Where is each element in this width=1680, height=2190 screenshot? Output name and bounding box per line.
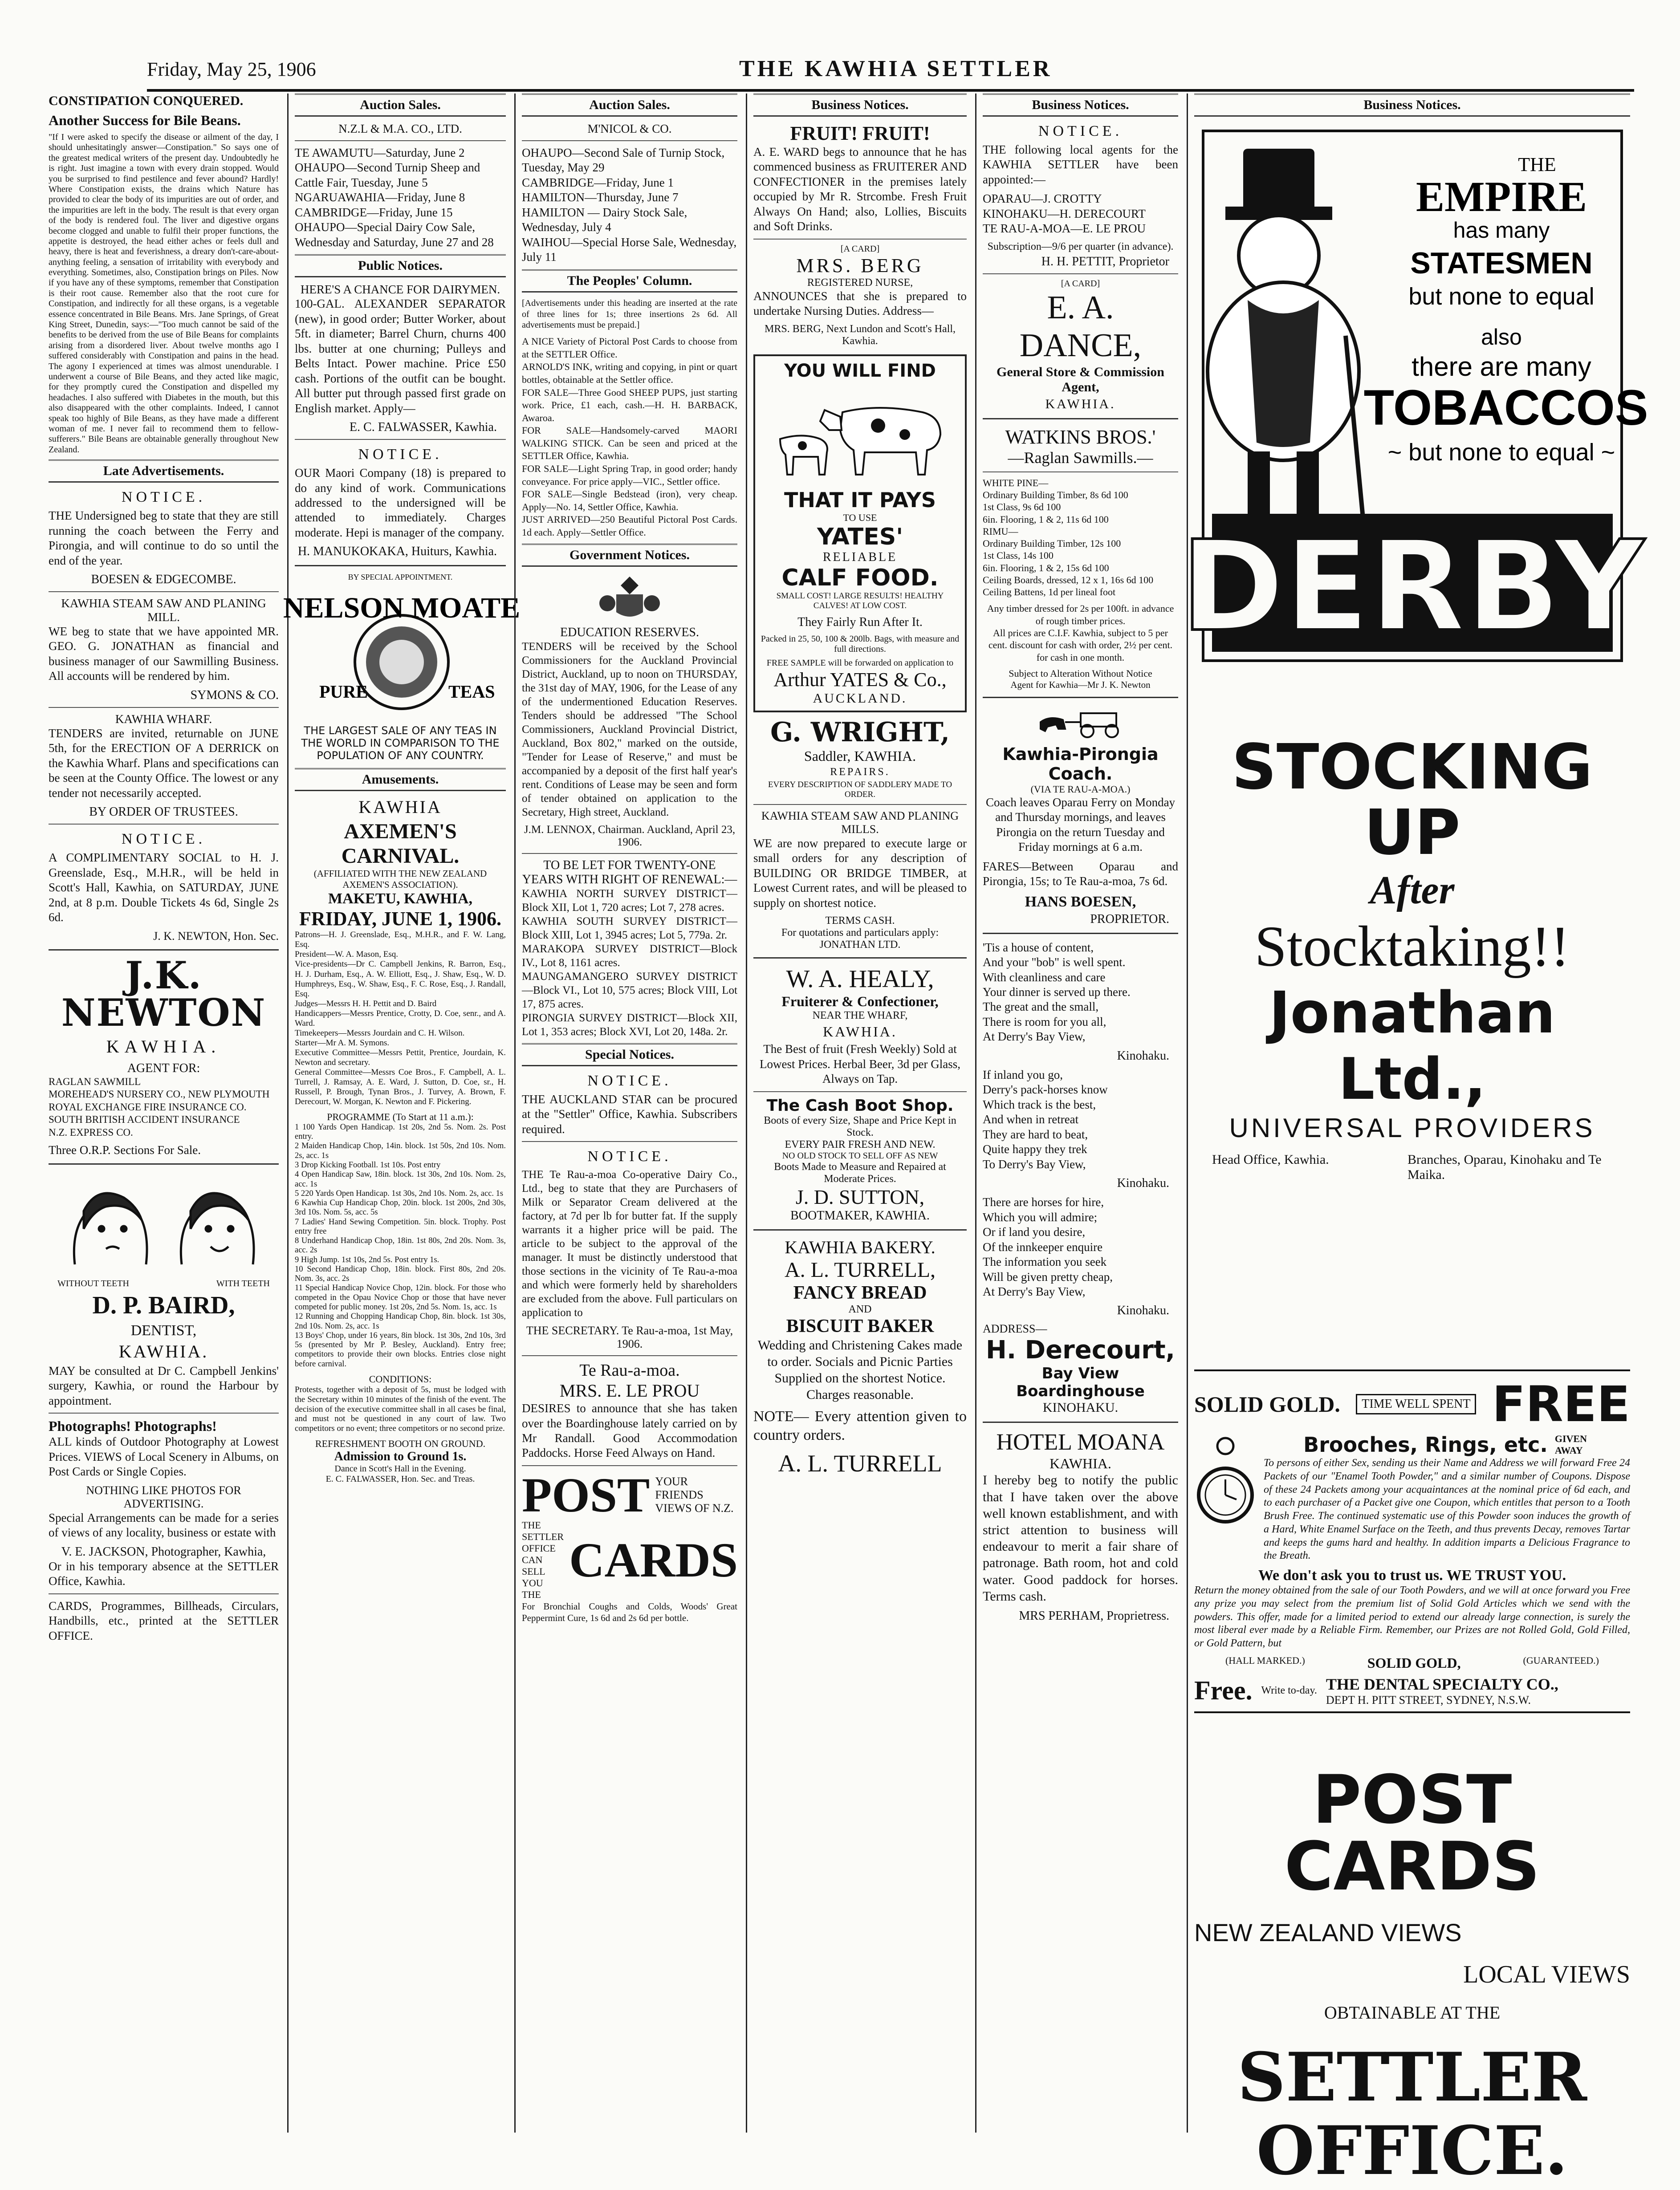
solid-gold-2: SOLID GOLD, bbox=[1367, 1654, 1461, 1671]
branches: Branches, Oparau, Kinohaku and Te Maika. bbox=[1407, 1152, 1602, 1182]
coach-notice-signature: BOESEN & EDGECOMBE. bbox=[91, 572, 236, 586]
bakery-body: Wedding and Christening Cakes made to order. Socials and Picnic Parties Supplied on the shortest Notice. Charges reasonable. bbox=[757, 1337, 963, 1402]
column-6 bbox=[1180, 93, 1648, 2190]
boesen-title: PROPRIETOR. bbox=[1090, 912, 1169, 926]
bay-view-poem-1: 'Tis a house of content, And your "bob" is well spent. With cleanliness and care Your dinner is served up there. The great and the small, There is room for you all, At Derry's Bay View, bbox=[983, 940, 1131, 1044]
mills-body: WE are now prepared to execute large or small orders for any description of BUILDING OR BRIDGE TIMBER, at Lowest Current rates, and will be pleased to supply on shortest notice. bbox=[753, 836, 967, 910]
address-label: ADDRESS— bbox=[983, 1322, 1047, 1336]
nelson-tagline: THE LARGEST SALE OF ANY TEAS IN THE WORLD IN COMPARISON TO THE POPULATION OF ANY COUNTRY. bbox=[301, 724, 500, 762]
local-views: LOCAL VIEWS bbox=[1463, 1960, 1630, 1988]
and-word: AND bbox=[848, 1303, 872, 1315]
government-notices-heading: Government Notices. bbox=[522, 544, 737, 567]
column-5 bbox=[975, 93, 1184, 2133]
bakery-heading: KAWHIA BAKERY. bbox=[785, 1237, 936, 1257]
notice-heading: NOTICE. bbox=[587, 1072, 672, 1089]
dentist-name: D. P. BAIRD, bbox=[92, 1292, 235, 1320]
yates-name: YATES' bbox=[817, 523, 903, 550]
programme-list: 1 100 Yards Open Handicap. 1st 20s, 2nd 5s. Nom. 2s. Post entry. 2 Maiden Handicap Chop, 14in. block. 1st 50s, 2nd 10s. Nom. 2s, acc. 1s 3 Drop Kicking Football. 1st 10s. Post entry 4 Open Handicap Saw, 18in. block. 1st 30s, 2nd 10s. Nom. 2s, acc. 1s 5 220 Yards Open Handicap. 1st 30s, 2nd 10s. Nom. 2s, acc. 1s 6 Kawhia Cup Handicap Chop, 20in. block. 1st 200s, 2nd 30s, 3rd 10s. Nom. 5s, acc. 5s 7 Ladies' Hand Sewing Competition. 5in. block. Trophy. Post entry free 8 Underhand Handicap Chop, 18in. 1st 80s, 2nd 20s. Nom. 3s, acc. 2s 9 High Jump. 1st 10s, 2nd 5s. Post entry 1s. 10 Second Handicap Chop, 18in. block. First 80s, 2nd 20s. Nom. 3s, acc. 2s 11 Special Handicap Novice Chop, 12in. block. For those who competed in the Opau Novice Chop or those that have never competed for public money. 1st 20s, 2nd 5s. Nom. 1s, acc. 1s 12 Running and Chopping Handicap Chop, 8in. block. 1st 30s, 2nd 10s. Nom. 2s, acc. 1s 13 Boys' Chop, under 16 years, 8in block. 1st 30s, 2nd 10s, 3rd 5s (presented by Mr P. Besley, Auckland). Entry free; competitors to provide their own blocks. Entries close night before carnival. bbox=[295, 1122, 506, 1369]
post-cards-heading: POST CARDS bbox=[1284, 1761, 1540, 1906]
boesen-name: HANS BOESEN, bbox=[1025, 893, 1136, 910]
derecourt-name: H. Derecourt, bbox=[986, 1336, 1175, 1365]
photo-slogan: NOTHING LIKE PHOTOS FOR ADVERTISING. bbox=[86, 1483, 241, 1510]
hotel-body: I hereby beg to notify the public that I have taken over the above well known establishment, and with strict attention to business will endeavour to merit a fair share of patronage. Bath room, hot and cold water. Good paddock for horses. Terms cash. bbox=[983, 1473, 1178, 1604]
le-prou-body: DESIRES to announce that she has taken over the Boardinghouse lately carried on by Mr Randall. Good Accommodation Paddocks. Horse Feed Always on Hand. bbox=[522, 1402, 737, 1460]
kinohaku-town: KINOHAKU. bbox=[1042, 1400, 1119, 1415]
derby-advert-artwork bbox=[1180, 122, 1648, 670]
healy-near: NEAR THE WHARF, bbox=[812, 1010, 908, 1022]
business-heading: Business Notices. bbox=[983, 93, 1178, 117]
dance-trade: General Store & Commission Agent, bbox=[997, 364, 1164, 394]
dance-signature: E. C. FALWASSER, Hon. Sec. and Treas. bbox=[325, 1474, 475, 1484]
photo-signature: V. E. JACKSON, Photographer, Kawhia, bbox=[61, 1544, 266, 1559]
stocking-word: STOCKING bbox=[1232, 731, 1593, 804]
healy-town: KAWHIA. bbox=[823, 1024, 897, 1040]
yates-town: AUCKLAND. bbox=[813, 691, 907, 706]
conditions-heading: CONDITIONS: bbox=[369, 1373, 432, 1385]
coop-notice-heading: NOTICE. bbox=[587, 1148, 672, 1165]
newton-town: KAWHIA. bbox=[106, 1036, 221, 1056]
yates-cost: SMALL COST! LARGE RESULTS! HEALTHY CALVES! AT LOW COST. bbox=[776, 591, 944, 610]
admission: Admission to Ground 1s. bbox=[334, 1450, 467, 1464]
wharf-body: TENDERS are invited, returnable on JUNE 5th, for the ERECTION OF A DERRICK on the Kawhia Wharf. Plans and specifications can be seen at the County Office. The lowest or any tender not necessarily accepted. bbox=[49, 726, 279, 800]
social-signature: J. K. NEWTON, Hon. Sec. bbox=[153, 929, 279, 943]
derby-none1-text: but none to equal bbox=[1408, 283, 1595, 310]
yates-use: TO USE bbox=[843, 512, 877, 523]
boot-shop-heading: The Cash Boot Shop. bbox=[766, 1096, 954, 1115]
cough-remedy: For Bronchial Coughs and Colds, Woods' Great Peppermint Cure, 1s 6d and 2s 6d per bottle. bbox=[522, 1601, 737, 1623]
newton-name: J.K. NEWTON bbox=[61, 953, 266, 1035]
derby-none2-text: ~ but none to equal ~ bbox=[1387, 439, 1615, 466]
column-4 bbox=[746, 93, 973, 2133]
peoples-column-heading: The Peoples' Column. bbox=[522, 269, 737, 293]
coach-body: Coach leaves Oparau Ferry on Monday and Thursday mornings, and leaves Pirongia on the return Tuesday and Friday mornings at 6 a.m. bbox=[985, 795, 1176, 854]
auction-company: N.Z.L & M.A. CO., LTD. bbox=[338, 122, 462, 135]
yates-find: YOU WILL FIND bbox=[784, 360, 936, 381]
coach-heading: Kawhia-Pirongia Coach. bbox=[1002, 744, 1159, 784]
wright-name: G. WRIGHT, bbox=[770, 716, 950, 748]
column-1 bbox=[42, 93, 285, 2133]
tooth-powder-terms: Return the money obtained from the sale of our Tooth Powders, and we will at once forward you Free any prize you may select from the premium list of Solid Gold Articles which we send with the powders. This offer, made for a limited period to extend our already large connection, is surely the most liberal ever made by a Reliable Firm. Remember, our Prizes are not Rolled Gold, Gold Filled, or Gold Pattern, but bbox=[1194, 1585, 1630, 1649]
photo-heading: Photographs! Photographs! bbox=[49, 1418, 217, 1434]
mills-apply: For quotations and particulars apply: JONATHAN LTD. bbox=[781, 927, 939, 951]
repairs-body: EVERY DESCRIPTION OF SADDLERY MADE TO ORDER. bbox=[768, 780, 952, 799]
lease-list: KAWHIA NORTH SURVEY DISTRICT—Block XII, Lot 1, 720 acres; Lot 7, 278 acres. KAWHIA SOUTH SURVEY DISTRICT—Block XIII, Lot 1, 3945 acres; Lot 5, 779a. 2r. MARAKOPA SURVEY DISTRICT—Block IV., Lot 8, 1161 acres. MAUNGAMANGERO SURVEY DISTRICT—Block VI., Lot 10, 575 acres; Block VIII, Lot 17, 875 acres. PIRONGIA SURVEY DISTRICT—Block XII, Lot 1, 353 acres; Block XVI, Lot 20, 148a. 2r. bbox=[522, 887, 737, 1038]
boot-shop-body: Boots of every Size, Shape and Price Kept in Stock. bbox=[764, 1114, 956, 1138]
coop-notice-signature: THE SECRETARY. Te Rau-a-moa, 1st May, 1906. bbox=[526, 1324, 733, 1351]
derby-statesmen-text: STATESMEN bbox=[1410, 246, 1593, 280]
subscription: Subscription—9/6 per quarter (in advance). bbox=[987, 240, 1174, 252]
subscription-signature: H. H. PETTIT, Proprietor bbox=[1041, 254, 1169, 268]
yates-pays: THAT IT PAYS bbox=[784, 488, 936, 512]
special-notices-heading: Special Notices. bbox=[522, 1043, 737, 1066]
nelson-appointment: BY SPECIAL APPOINTMENT. bbox=[348, 573, 453, 582]
article-subtitle: Another Success for Bile Beans. bbox=[49, 112, 241, 128]
carnival-officials: Patrons—H. J. Greenslade, Esq., M.H.R., and F. W. Lang, Esq. President—W. A. Mason, Esq. Vice-presidents—Dr C. Campbell Jenkins, R. Barron, Esq., H. J. Durham, Esq., A. W. Elliott, Esq., J. Shaw, Esq., W. D. Humphreys, Esq., W. Shaw, Esq., F. C. Rose, Esq., J. Randall, Esq. Judges—Messrs H. H. Pettit and D. Baird Handicappers—Messrs Prentice, Crotty, D. Coe, senr., and A. Ward. Timekeepers—Messrs Jourdain and C. H. Wilson. Starter—Mr A. M. Symons. Executive Committee—Messrs Pettit, Prentice, Jourdain, K. Newton and secretary. General Committee—Messrs Coe Bros., F. Campbell, A. L. Turrell, J. Ramsay, A. E. Ward, J. Sutton, D. Coe, sr., H. Russell, P. Brough, Tynan Bros., J. Turvey, A. Brown, F. Derecourt, W. Morgan, K. Newton and F. Pickering. bbox=[295, 930, 506, 1106]
turrell-name: A. L. TURRELL, bbox=[784, 1258, 936, 1282]
jonathan-name: Jonathan Ltd., bbox=[1269, 980, 1555, 1113]
biscuit-baker: BISCUIT BAKER bbox=[786, 1316, 934, 1337]
public-notices-heading: Public Notices. bbox=[295, 254, 506, 277]
refreshment-booth: REFRESHMENT BOOTH ON GROUND. bbox=[315, 1438, 486, 1450]
chance-signature: E. C. FALWASSER, Kawhia. bbox=[349, 420, 497, 435]
poem-3-place: Kinohaku. bbox=[1117, 1304, 1169, 1318]
yates-advert bbox=[753, 354, 967, 712]
peoples-column-items: A NICE Variety of Pictoral Post Cards to choose from at the SETTLER Office. ARNOLD'S INK, writing and copying, in pint or quart bottles, obtainable at the Settler office. FOR SALE—Three Good SHEEP PUPS, just starting work. Price, £1 each, cash.—H. H. BARBACK, Awaroa. FOR SALE—Handsomely-carved MAORI WALKING STICK. Can be seen and priced at the SETTLER Office, Kawhia. FOR SALE—Light Spring Trap, in good order; handy conveyance. For price apply—VIC., Settler office. FOR SALE—Single Bedstead (iron), very cheap. Apply—No. 14, Settler Office, Kawhia. JUST ARRIVED—250 Beautiful Pictoral Post Cards. 1d each. Apply—Settler Office. bbox=[522, 336, 737, 538]
time-well-spent: TIME WELL SPENT bbox=[1356, 1394, 1476, 1414]
masthead bbox=[147, 53, 1634, 92]
given-away: GIVEN AWAY bbox=[1554, 1433, 1587, 1456]
newton-sale: Three O.R.P. Sections For Sale. bbox=[49, 1143, 201, 1157]
coop-notice-body: THE Te Rau-a-moa Co-operative Dairy Co., Ltd., beg to state that they are Purchasers of Milk or Separator Cream delivered at the factory, at 7d per lb for butter fat. If the supply warrants it a higher price will be paid. The article to be subject to the approval of the manager. It must be distinctly understood that those sections in the vicinity of Te Rau-a-moa and which were formerly held by shareholders are excluded from the above. Full particulars on application to bbox=[522, 1169, 737, 1319]
education-reserves-heading: EDUCATION RESERVES. bbox=[560, 625, 699, 639]
le-prou-name: MRS. E. LE PROU bbox=[559, 1381, 700, 1401]
coach-fares: FARES—Between Oparau and Pirongia, 15s; to Te Rau-a-moa, 7s 6d. bbox=[983, 859, 1178, 888]
settler-office-heading: SETTLER OFFICE. bbox=[1237, 2038, 1587, 2190]
boot-measure: Boots Made to Measure and Repaired at Moderate Prices. bbox=[774, 1161, 946, 1185]
bay-view-poem-2: If inland you go, Derry's pack-horses know Which track is the best, And when in retreat They are hard to beat, Quite happy they trek To Derry's Bay View, bbox=[983, 1068, 1108, 1171]
newton-agent-label: AGENT FOR: bbox=[127, 1061, 200, 1075]
after-word: After bbox=[1370, 868, 1455, 912]
derby-tobacco-advert bbox=[1180, 122, 1648, 670]
agents-body: THE following local agents for the KAWHIA SETTLER have been appointed:— bbox=[983, 143, 1178, 186]
auction-list: TE AWAMUTU—Saturday, June 2 OHAUPO—Second Turnip Sheep and Cattle Fair, Tuesday, June 5 NGARUAWAHIA—Friday, June 8 CAMBRIDGE—Friday, June 15 OHAUPO—Special Dairy Cow Sale, Wednesday and Saturday, June 27 and 28 bbox=[295, 146, 494, 249]
nelson-moate-logo bbox=[283, 586, 521, 720]
dentist-body: MAY be consulted at Dr C. Campbell Jenkins' surgery, Kawhia, or round the Harbour by appointment. bbox=[49, 1364, 279, 1407]
bakery-note: NOTE— Every attention given to country orders. bbox=[753, 1408, 967, 1444]
turrell-signature: A. L. TURRELL bbox=[778, 1450, 942, 1477]
dentist-faces-illustration bbox=[57, 1171, 271, 1278]
auckland-star-notice: THE AUCKLAND STAR can be procured at the "Settler" Office, Kawhia. Subscribers required. bbox=[522, 1092, 737, 1136]
dance-name: E. A. DANCE, bbox=[1019, 289, 1142, 364]
amusements-heading: Amusements. bbox=[295, 768, 506, 791]
boot-old-stock: NO OLD STOCK TO SELL OFF AS NEW bbox=[782, 1150, 938, 1161]
carnival-town: KAWHIA bbox=[358, 797, 442, 817]
column-3 bbox=[514, 93, 744, 2133]
coach-route: (VIA TE RAU-A-MOA.) bbox=[1030, 783, 1131, 795]
photo-body: ALL kinds of Outdoor Photography at Lowest Prices. VIEWS of Local Scenery in Albums, on Post Cards or Single Copies. bbox=[49, 1435, 279, 1479]
berg-name: MRS. BERG bbox=[796, 254, 924, 276]
watch-icon bbox=[1194, 1433, 1257, 1540]
social-body: A COMPLIMENTARY SOCIAL to H. J. Greenslade, Esq., M.H.R., will be held in Scott's Hall, Kawhia, on SATURDAY, JUNE 2nd, at 8 p.m. Double Tickets 4s 6d, Single 2s 6d. bbox=[49, 851, 279, 924]
free-label: Free. bbox=[1194, 1676, 1253, 1706]
free-big: FREE bbox=[1492, 1376, 1630, 1433]
conditions-body: Protests, together with a deposit of 5s, must be lodged with the Secretary within 10 minutes of the finish of the event. The decision of the executive committee shall in all cases be final, and must not be questioned in any court of law. Two competitors or no event; three competitors or no second prize. bbox=[295, 1385, 506, 1434]
hotel-name: HOTEL MOANA bbox=[996, 1430, 1165, 1455]
watkins-name: WATKINS BROS.' bbox=[1005, 426, 1156, 448]
yates-reliable: RELIABLE bbox=[822, 550, 898, 564]
trust-line: We don't ask you to trust us. WE TRUST YOU. bbox=[1258, 1567, 1566, 1584]
derby-brand-text: DERBY bbox=[1180, 514, 1644, 659]
card-tag: [A CARD] bbox=[1061, 278, 1100, 288]
steam-mill-signature: SYMONS & CO. bbox=[190, 688, 279, 702]
wharf-signature: BY ORDER OF TRUSTEES. bbox=[89, 805, 238, 819]
maori-company-signature: H. MANUKOKAKA, Huiturs, Kawhia. bbox=[297, 544, 497, 559]
post-word: POST bbox=[522, 1467, 650, 1522]
dance-notice: Dance in Scott's Hall in the Evening. bbox=[334, 1464, 466, 1474]
watkins-sub: —Raglan Sawmills.— bbox=[1008, 448, 1153, 467]
dental-address: DEPT H. PITT STREET, SYDNEY, N.S.W. bbox=[1326, 1693, 1531, 1706]
solid-gold-title: SOLID GOLD. bbox=[1194, 1392, 1340, 1417]
without-teeth-caption: WITHOUT TEETH bbox=[57, 1279, 129, 1289]
derby-also-text: also bbox=[1481, 325, 1522, 349]
dance-town: KAWHIA. bbox=[1045, 396, 1116, 411]
yates-company: Arthur YATES & Co., bbox=[773, 668, 947, 691]
dental-company: THE DENTAL SPECIALTY CO., bbox=[1326, 1675, 1558, 1693]
healy-name: W. A. HEALY, bbox=[786, 965, 934, 993]
article-title: CONSTIPATION CONQUERED. bbox=[49, 93, 244, 108]
newton-agencies: RAGLAN SAWMILL MOREHEAD'S NURSERY CO., NEW PLYMOUTH ROYAL EXCHANGE FIRE INSURANCE CO. SOUTH BRITISH ACCIDENT INSURANCE N.Z. EXPRESS CO. bbox=[49, 1076, 270, 1138]
steam-mill-body: WE beg to state that we have appointed MR. GEO. G. JONATHAN as financial and business manager of our Sawmilling Business. All accounts will be rendered by him. bbox=[49, 624, 279, 683]
stocktaking-word: Stocktaking!! bbox=[1254, 914, 1570, 979]
bile-beans-article: "If I were asked to specify the disease or ailment of the day, I should unhesitatingly answer—Constipation." So says one of the greatest medical writers of the present day. Undoubtedly he is right. Just imagine a town with every drain stopped. Would you be surprised to find pestilence and fever abound? Hardly! Where Constipation exists, the drains which Nature has provided to clear the body of its impurities are out of order, and the impurities are left in the body. The result is that every organ of the body is rendered foul. The liver and digestive organs become clogged and unable to fulfil their proper functions, the appetite is destroyed, the head either aches or feels dull and heavy, there is heat and feverishness, a dreary don't-care-about-anything feeling, a sensation of irritability with everybody and everything. Sometimes, also, Constipation brings on Piles. Now if you have any of these symptoms, remember that Constipation is their root cause. Remember also that the root cure for Constipation, and indirectly for all these organs, is a vegetable essence concentrated in Bile Beans. Mrs. Jane Springs, of Great King Street, Dunedin, says:—"Too much cannot be said of the benefits to be derived from the use of Bile Beans for complaints arising from a disordered liver. About twelve months ago I suffered considerably with Constipation and pains in the head. The agony I experienced at times was almost unendurable. I underwent a course of Bile Beans, and they acted like magic, for they promptly cured the Constipation and dispelled my headaches. I also suffered with Diabetes in the mouth, but this also disappeared with the other complaints. Indeed, I cannot speak too highly of Bile Beans, as they have made a different woman of me. I never fail to recommend them to fellow-sufferers." Bile Beans are obtainable generally throughout New Zealand. bbox=[49, 132, 279, 455]
timber-prices: WHITE PINE— Ordinary Building Timber, 8s 6d 100 1st Class, 9s 6d 100 6in. Flooring, 1 & 2, 11s 6d 100 RIMU— Ordinary Building Timber, 12s 100 1st Class, 14s 100 6in. Flooring, 1 & 2, 15s 6d 100 Ceiling Boards, dressed, 12 x 1, 16s 6d 100 Ceiling Battens, 1d per lineal foot bbox=[983, 477, 1154, 598]
business-heading: Business Notices. bbox=[1194, 93, 1630, 117]
carnival-venue: MAKETU, KAWHIA, bbox=[328, 890, 472, 907]
nelson-brand-text: NELSON MOATE bbox=[283, 592, 521, 625]
sutton-name: J. D. SUTTON, bbox=[795, 1185, 925, 1208]
write-today: Write to-day. bbox=[1261, 1685, 1317, 1697]
yates-run: They Fairly Run After It. bbox=[797, 615, 923, 629]
berg-body: ANNOUNCES that she is prepared to undertake Nursing Duties. Address— bbox=[753, 289, 967, 318]
tooth-powder-offer: To persons of either Sex, sending us their Name and Address we will forward Free 24 Packets of our "Enamel Tooth Powder," and a similar number of Coupons. Dispose of these 24 Packets among your acquaintances at the nominal price of 6d each, and to each purchaser of a Packet give one Coupon, which entitles that person to a Tooth Brush Free. The continued systematic use of this Powder soon induces the growth of a Hard, White Enamel Surface on the Teeth, and thus prevents Decay, removes Tartar and keeps the gums hard and healthy. In addition imparts a Delicious Fragrance to the Breath. bbox=[1264, 1457, 1630, 1562]
cows-illustration bbox=[762, 386, 958, 484]
derby-empire-text: EMPIRE bbox=[1416, 173, 1587, 220]
hall-marked: (HALL MARKED.) bbox=[1225, 1654, 1305, 1666]
up-word: UP bbox=[1364, 796, 1460, 869]
nz-views: NEW ZEALAND VIEWS bbox=[1194, 1918, 1462, 1946]
fruit-body: A. E. WARD begs to announce that he has commenced business as FRUITERER AND CONFECTIONER in the premises lately occupied by Mr R. Strcombe. Fresh Fruit Always On Hand; also, Lollies, Biscuits and Soft Drinks. bbox=[753, 145, 967, 233]
auction-company: M'NICOL & CO. bbox=[587, 122, 672, 135]
cards-word: CARDS bbox=[569, 1532, 738, 1587]
photo-body-2: Special Arrangements can be made for a series of views of any locality, business or estate with bbox=[49, 1511, 279, 1540]
mills-heading: KAWHIA STEAM SAW AND PLANING MILLS. bbox=[761, 809, 959, 836]
hotel-signature: MRS PERHAM, Proprietress. bbox=[1019, 1609, 1169, 1623]
with-teeth-caption: WITH TEETH bbox=[216, 1279, 270, 1289]
late-ads-heading: Late Advertisements. bbox=[49, 459, 279, 483]
social-heading: NOTICE. bbox=[121, 831, 206, 848]
agents-list: OPARAU—J. CROTTY KINOHAKU—H. DERECOURT TE RAU-A-MOA—E. LE PROU bbox=[983, 192, 1146, 236]
coach-illustration bbox=[1032, 704, 1130, 740]
nelson-pure-text: PURE bbox=[319, 682, 368, 702]
business-heading: Business Notices. bbox=[753, 93, 967, 117]
royal-arms-icon bbox=[594, 572, 665, 621]
repairs-heading: REPAIRS. bbox=[830, 766, 890, 778]
notice-heading: NOTICE. bbox=[121, 489, 206, 506]
derby-has-text: has many bbox=[1453, 218, 1550, 243]
subject-to-alteration: Subject to Alteration Without Notice bbox=[1009, 667, 1152, 679]
yates-packing: Packed in 25, 50, 100 & 200lb. Bags, with measure and full directions. bbox=[761, 634, 960, 654]
boot-fresh: EVERY PAIR FRESH AND NEW. bbox=[785, 1138, 936, 1150]
education-reserves-signature: J.M. LENNOX, Chairman. Auckland, April 23, 1906. bbox=[524, 823, 736, 848]
auction-heading: Auction Sales. bbox=[522, 93, 737, 117]
lease-heading: TO BE LET FOR TWENTY-ONE YEARS WITH RIGHT OF RENEWAL:— bbox=[522, 858, 737, 886]
photo-tail: Or in his temporary absence at the SETTLER Office, Kawhia. bbox=[49, 1559, 279, 1588]
yates-free-sample: FREE SAMPLE will be forwarded on application to bbox=[766, 658, 954, 668]
carnival-affiliation: (AFFILIATED WITH THE NEW ZEALAND AXEMEN'S ASSOCIATION). bbox=[313, 868, 487, 890]
column-2 bbox=[283, 93, 521, 2133]
issue-date: Friday, May 25, 1906 bbox=[147, 58, 316, 80]
timber-agent: Agent for Kawhia—Mr J. K. Newton bbox=[1010, 679, 1151, 690]
terms-cash: TERMS CASH. bbox=[825, 915, 895, 927]
bay-view-boardinghouse: Bay View Boardinghouse bbox=[1016, 1365, 1145, 1401]
sutton-trade: BOOTMAKER, KAWHIA. bbox=[790, 1208, 930, 1223]
maori-company-body: OUR Maori Company (18) is prepared to do any kind of work. Communications addressed to the undersigned will be attended to immediately. Charges moderate. Hepi is manager of the company. bbox=[295, 466, 506, 539]
derby-the-text: THE bbox=[1518, 154, 1556, 175]
nelson-teas-text: TEAS bbox=[448, 682, 495, 702]
yates-product: CALF FOOD. bbox=[781, 564, 939, 591]
poem-2-place: Kinohaku. bbox=[1117, 1176, 1169, 1190]
programme-heading: PROGRAMME (To Start at 11 a.m.): bbox=[327, 1111, 474, 1122]
education-reserves-body: TENDERS will be received by the School Commissioners for the Auckland Provincial District, Auckland, up to noon on THURSDAY, the 31st day of MAY, 1906, for the Lease of any of the undermentioned Education Reserves. Tenders should be addressed "The School Commissioners, Auckland Provincial District, Auckland, Box 802," marked on the outside, "Tender for Lease of Reserve," and must be accompanied by a deposit of the first half year's rent. Conditions of Lease may be seen and form of tender obtained on application to the Secretary, High street, Auckland. bbox=[522, 640, 737, 818]
obtainable-at: OBTAINABLE AT THE bbox=[1324, 2002, 1501, 2023]
derby-many-text: there are many bbox=[1412, 352, 1591, 382]
dentist-town: KAWHIA. bbox=[118, 1341, 209, 1361]
notice-heading: NOTICE. bbox=[358, 446, 443, 463]
solid-gold-advert bbox=[1194, 1369, 1630, 1713]
derby-tobaccos-text: TOBACCOS bbox=[1363, 380, 1648, 435]
fancy-bread: FANCY BREAD bbox=[793, 1282, 927, 1303]
head-office: Head Office, Kawhia. bbox=[1212, 1152, 1329, 1167]
chance-body: 100-GAL. ALEXANDER SEPARATOR (new), in good order; Butter Worker, about 5ft. in diameter; Barrel Churn, churns 400 lbs. butter at one churning; Pulleys and Belts Intact. Power machine. Price £50 cash. Portions of the outfit can be bought. All butter put through passed first grade on English market. Apply— bbox=[295, 297, 506, 415]
brooches-heading: Brooches, Rings, etc. bbox=[1303, 1433, 1548, 1457]
guaranteed: (GUARANTEED.) bbox=[1523, 1654, 1599, 1666]
notice-heading: NOTICE. bbox=[1038, 123, 1123, 139]
berg-title: REGISTERED NURSE, bbox=[807, 276, 913, 288]
dentist-title: DENTIST, bbox=[130, 1322, 197, 1339]
auction-list: OHAUPO—Second Sale of Turnip Stock, Tuesday, May 29 CAMBRIDGE—Friday, June 1 HAMILTON—Thursday, June 7 HAMILTON — Dairy Stock Sale, Wednesday, July 4 WAIHOU—Special Horse Sale, Wednesday, July 11 bbox=[522, 146, 737, 264]
carnival-title: AXEMEN'S CARNIVAL. bbox=[341, 820, 460, 868]
healy-trade: Fruiterer & Confectioner, bbox=[781, 993, 939, 1010]
chance-heading: HERE'S A CHANCE FOR DAIRYMEN. bbox=[300, 283, 500, 297]
coach-notice: THE Undersigned beg to state that they are still running the coach between the Ferry and Pirongia, and will continue to do so until the end of the year. bbox=[49, 509, 279, 567]
fruit-heading: FRUIT! FRUIT! bbox=[790, 122, 930, 144]
newspaper-title: THE KAWHIA SETTLER bbox=[739, 56, 1053, 81]
auction-heading: Auction Sales. bbox=[295, 93, 506, 117]
wharf-heading: KAWHIA WHARF. bbox=[115, 712, 212, 726]
printing-notice: CARDS, Programmes, Billheads, Circulars, Handbills, etc., printed at the SETTLER OFFICE. bbox=[49, 1599, 279, 1642]
wright-trade: Saddler, KAWHIA. bbox=[804, 748, 916, 764]
berg-signature: MRS. BERG, Next Lundon and Scott's Hall, Kawhia. bbox=[765, 323, 956, 347]
card-tag: [A CARD] bbox=[840, 244, 880, 254]
poem-1-place: Kinohaku. bbox=[1117, 1048, 1169, 1063]
peoples-column-note: [Advertisements under this heading are inserted at the rate of three lines for 1s; three insertions 2s 6d. All advertisements must be prepaid.] bbox=[522, 298, 737, 330]
views-caption: YOUR FRIENDS VIEWS OF N.Z. bbox=[655, 1475, 734, 1515]
bay-view-poem-3: There are horses for hire, Which you will admire; Or if land you desire, Of the innkeeper enquire The information you seek Will be given pretty cheap, At Derry's Bay View, bbox=[983, 1195, 1113, 1298]
hotel-town: KAWHIA. bbox=[1049, 1455, 1111, 1472]
steam-mill-heading: KAWHIA STEAM SAW AND PLANING MILL. bbox=[61, 596, 266, 624]
universal-providers: UNIVERSAL PROVIDERS bbox=[1229, 1113, 1595, 1143]
healy-body: The Best of fruit (Fresh Weekly) Sold at Lowest Prices. Herbal Beer, 3d per Glass, Always on Tap. bbox=[759, 1042, 961, 1086]
timber-note: Any timber dressed for 2s per 100ft. in advance of rough timber prices. All prices are C.I.F. Kawhia, subject to 5 per cent. discount for cash with order, 2½ per cent. for cash in one month. bbox=[987, 603, 1174, 663]
carnival-date: FRIDAY, JUNE 1, 1906. bbox=[299, 908, 501, 930]
settler-sell-caption: THE SETTLER OFFICE CAN SELL YOU THE bbox=[522, 1519, 564, 1600]
te-rau-a-moa-heading: Te Rau-a-moa. bbox=[579, 1361, 680, 1380]
